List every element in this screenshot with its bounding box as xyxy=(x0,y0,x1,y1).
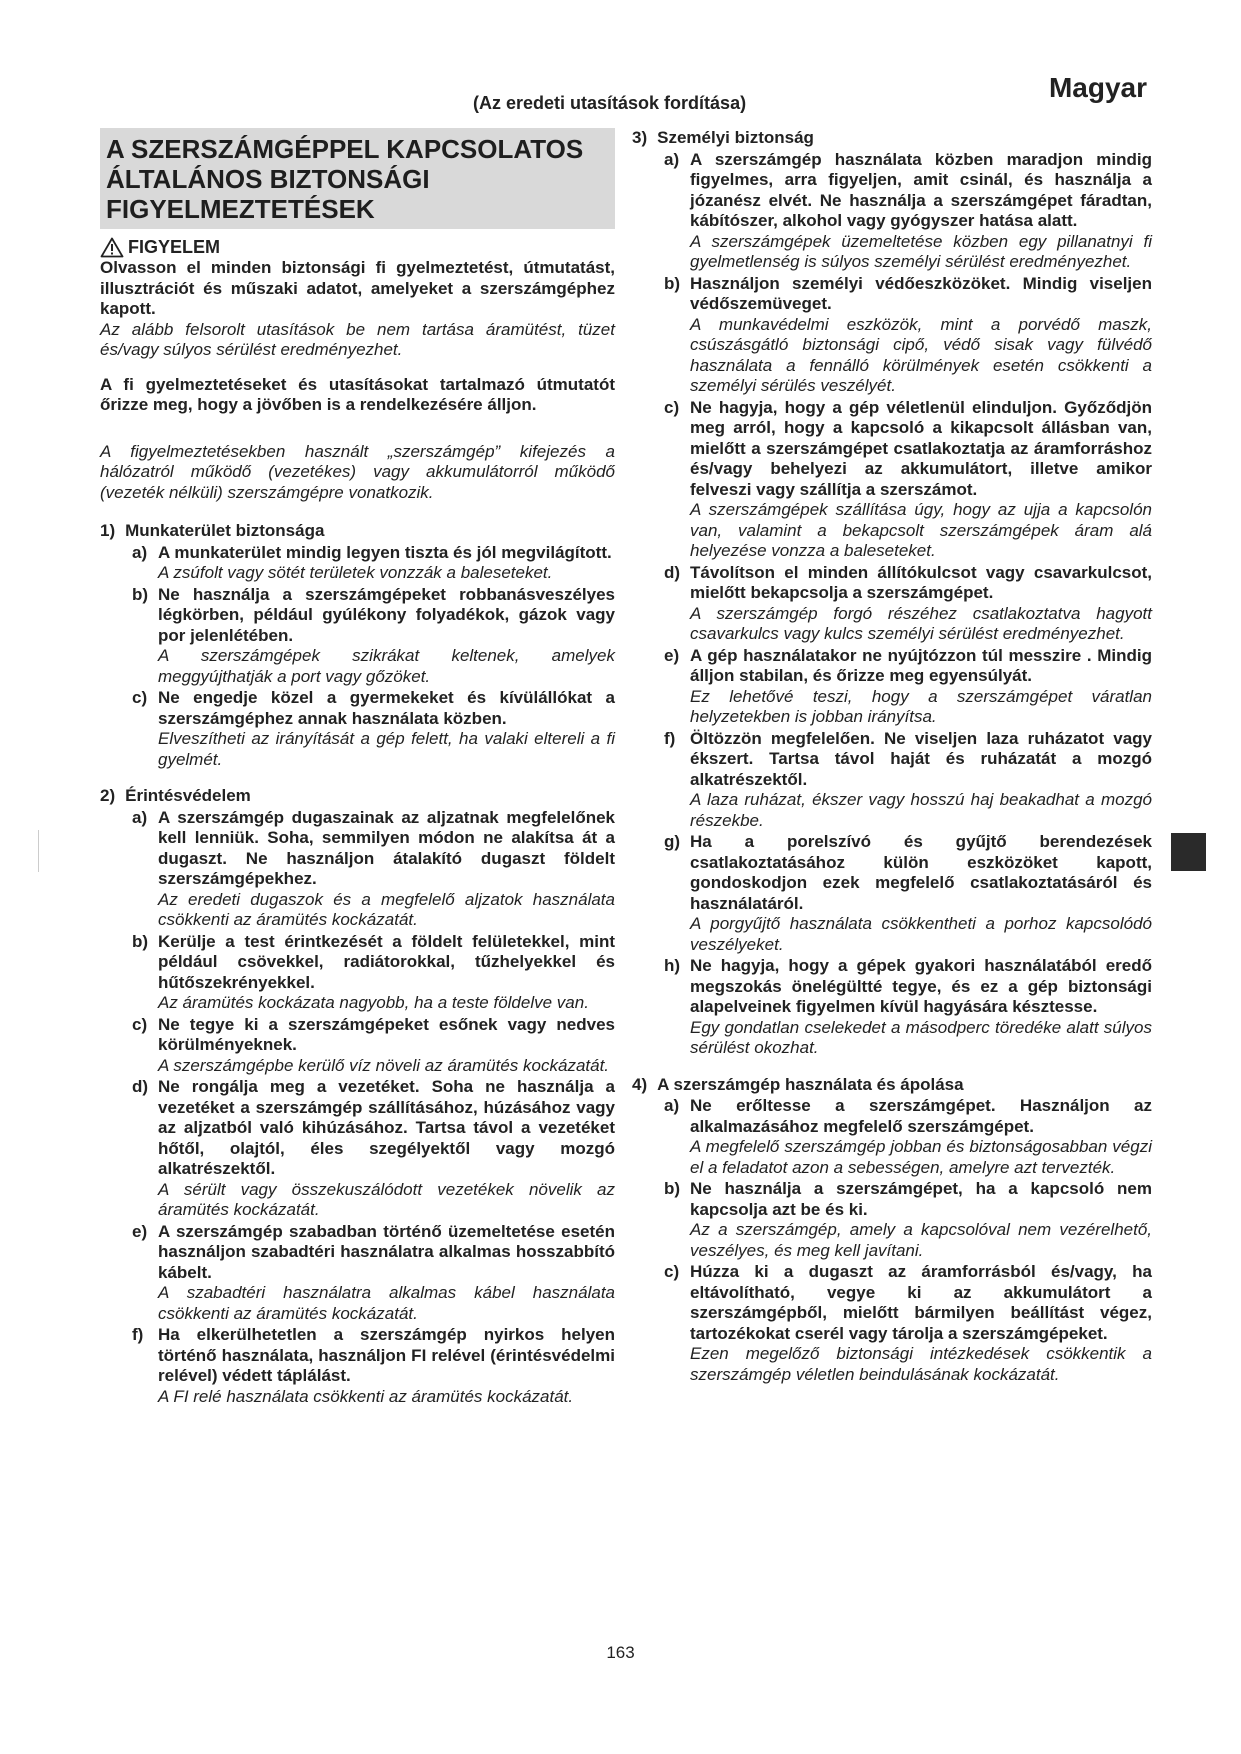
item-label: c) xyxy=(132,688,148,707)
list-item xyxy=(100,808,615,931)
item-instruction: Ha elkerülhetetlen a szerszámgép nyirkos helyen történő használata, használjon FI relével (érintésvédelmi relével) védett táplálást. xyxy=(158,1325,615,1385)
item-label: e) xyxy=(664,645,680,665)
item-label: b) xyxy=(664,1179,681,1198)
list-item xyxy=(100,688,615,770)
section xyxy=(100,786,615,1407)
item-label: b) xyxy=(132,584,149,604)
item-explanation: Ez lehetővé teszi, hogy a szerszámgépet váratlan helyzetekben is jobban irányítsa. xyxy=(690,686,1152,726)
item-explanation: A megfelelő szerszámgép jobban és biztonságosabban végzi el a feladatot azon a sebességen, amelyre azt tervezték. xyxy=(690,1137,1152,1177)
item-instruction: A munkaterület mindig legyen tiszta és jól megvilágított. xyxy=(158,542,612,562)
warning-text: Olvasson el minden biztonsági fi gyelmeztetést, útmutatást, illusztrációt és műszaki adatot, amelyeket a szerszámgéphez kapott. xyxy=(100,258,615,318)
section-number: 1) xyxy=(100,521,116,540)
warning-label: FIGYELEM xyxy=(128,237,221,258)
warning-consequence: Az alább felsorolt utasítások be nem tartása áramütést, tüzet és/vagy súlyos sérülést eredményezhet. xyxy=(100,319,615,359)
item-label: c) xyxy=(132,1014,148,1034)
item-explanation: A munkavédelmi eszközök, mint a porvédő maszk, csúszásgátló biztonsági cipő, védő sisak vagy fülvédő használata a fennálló körülmények esetén csökkenti a személyi sérülés veszélyét. xyxy=(690,314,1152,395)
list-item xyxy=(632,646,1152,728)
section-heading xyxy=(632,128,1152,149)
page-title: A SZERSZÁMGÉPPEL KAPCSOLATOS ÁLTALÁNOS BIZTONSÁGI FIGYELMEZTETÉSEK xyxy=(100,128,615,229)
language-label: Magyar xyxy=(1048,72,1147,103)
item-explanation: Egy gondatlan cselekedet a másodperc töredéke alatt súlyos sérülést okozhat. xyxy=(690,1017,1152,1057)
item-label: b) xyxy=(132,931,149,951)
item-label: e) xyxy=(132,1221,148,1241)
item-label: d) xyxy=(664,562,681,582)
item-explanation: Elveszítheti az irányítását a gép felett, ha valaki eltereli a fi gyelmét. xyxy=(158,729,615,769)
left-column xyxy=(100,128,615,1407)
section-title: Munkaterület biztonsága xyxy=(125,521,325,540)
item-explanation: Az a szerszámgép, amely a kapcsolóval nem vezérelhető, veszélyes, és meg kell javítani. xyxy=(690,1220,1152,1260)
item-label: b) xyxy=(664,273,681,293)
section-heading xyxy=(100,786,615,807)
item-label: a) xyxy=(664,1096,680,1115)
item-label: f) xyxy=(132,1325,144,1344)
item-label: f) xyxy=(664,728,676,748)
item-instruction: Ne engedje közel a gyermekeket és kívülállókat a szerszámgéphez annak használata közben. xyxy=(158,688,615,728)
item-explanation: A szabadtéri használatra alkalmas kábel használata csökkenti az áramütés kockázatát. xyxy=(158,1283,615,1323)
item-instruction: A gép használatakor ne nyújtózzon túl messzire . Mindig álljon stabilan, és őrizze meg egyensúlyát. xyxy=(690,645,1152,685)
item-label: c) xyxy=(664,397,680,417)
page-number: 163 xyxy=(606,1643,635,1662)
item-explanation: A zsúfolt vagy sötét területek vonzzák a baleseteket. xyxy=(158,563,553,582)
item-label: c) xyxy=(664,1262,680,1281)
translation-subtitle: (Az eredeti utasítások fordítása) xyxy=(473,93,747,113)
item-explanation: Az eredeti dugaszok és a megfelelő aljzatok használata csökkenti az áramütés kockázatát. xyxy=(158,889,615,929)
section-number: 4) xyxy=(632,1074,648,1094)
item-label: d) xyxy=(132,1077,149,1096)
item-instruction: Ne hagyja, hogy a gép véletlenül elinduljon. Győződjön meg arról, hogy a kapcsoló a kikapcsolt állásban van, mielőtt a szerszámgépet csatlakoztatja az áramforráshoz és/vagy behelyezi az akkumulátort, illetve amikor felveszi vagy szállítja a szerszámot. xyxy=(690,397,1152,499)
item-instruction: Használjon személyi védőeszközöket. Mindig viseljen védőszemüveget. xyxy=(690,273,1152,313)
item-instruction: Ne tegye ki a szerszámgépeket esőnek vagy nedves körülményeknek. xyxy=(158,1014,615,1054)
item-label: h) xyxy=(664,956,681,975)
list-item xyxy=(100,1015,615,1077)
section-title: A szerszámgép használata és ápolása xyxy=(657,1074,964,1094)
item-instruction: Kerülje a test érintkezését a földelt felületekkel, mint például csövekkel, radiátorokkal, tűzhelyekkel és hűtőszekrényekkel. xyxy=(158,931,615,992)
item-explanation: A FI relé használata csökkenti az áramütés kockázatát. xyxy=(158,1386,574,1406)
list-item xyxy=(632,398,1152,562)
list-item xyxy=(100,1325,615,1407)
item-explanation: A szerszámgépbe kerülő víz növeli az áramütés kockázatát. xyxy=(158,1055,610,1075)
keep-instructions: A fi gyelmeztetéseket és utasításokat tartalmazó útmutatót őrizze meg, hogy a jövőben is a rendelkezésére álljon. xyxy=(100,374,615,414)
item-explanation: A sérült vagy összekuszálódott vezetékek növelik az áramütés kockázatát. xyxy=(158,1179,615,1219)
section-number: 2) xyxy=(100,786,116,805)
list-item xyxy=(632,832,1152,955)
list-item xyxy=(632,150,1152,273)
section xyxy=(100,521,615,770)
list-item xyxy=(100,543,615,584)
item-instruction: Ne használja a szerszámgépet, ha a kapcsoló nem kapcsolja azt be és ki. xyxy=(690,1179,1152,1219)
section-title: Személyi biztonság xyxy=(657,128,814,147)
list-item xyxy=(632,1096,1152,1178)
item-explanation: Az áramütés kockázata nagyobb, ha a teste földelve van. xyxy=(158,993,589,1012)
list-item xyxy=(100,585,615,688)
margin-line xyxy=(38,830,39,872)
list-item xyxy=(632,729,1152,832)
section-number: 3) xyxy=(632,128,648,147)
list-item xyxy=(632,1179,1152,1261)
list-item xyxy=(632,274,1152,397)
item-instruction: Távolítson el minden állítókulcsot vagy csavarkulcsot, mielőtt bekapcsolja a szerszámgépet. xyxy=(690,562,1152,602)
item-instruction: A szerszámgép szabadban történő üzemeltetése esetén használjon szabadtéri használatra alkalmas hosszabbító kábelt. xyxy=(158,1221,615,1282)
item-label: a) xyxy=(132,807,148,827)
item-explanation: A szerszámgépek szikrákat keltenek, amelyek meggyújthatják a port vagy gőzöket. xyxy=(158,646,615,686)
item-instruction: Öltözzön megfelelően. Ne viseljen laza ruházatot vagy ékszert. Tartsa távol haját és ruházatát a mozgó alkatrészektől. xyxy=(690,728,1152,789)
item-instruction: A szerszámgép dugaszainak az aljzatnak megfelelőnek kell lenniük. Soha, semmilyen módon ne alakítsa át a dugaszt. Ne használjon átalakító dugaszt földelt szerszámgépekhez. xyxy=(158,807,615,888)
item-explanation: A szerszámgép forgó részéhez csatlakoztatva hagyott csavarkulcs vagy kulcs személyi sérülést eredményezhet. xyxy=(690,603,1152,643)
item-instruction: Húzza ki a dugaszt az áramforrásból és/vagy, ha eltávolítható, vegye ki az akkumulátort a szerszámgépből, mielőtt bármilyen beállítást végez, tartozékokat cserél vagy tárolja a szerszámgépeket. xyxy=(690,1262,1152,1343)
item-explanation: A porgyűjtő használata csökkentheti a porhoz kapcsolódó veszélyeket. xyxy=(690,914,1152,954)
section-title: Érintésvédelem xyxy=(125,786,251,805)
list-item xyxy=(632,1262,1152,1385)
list-item xyxy=(632,956,1152,1059)
item-instruction: Ne erőltesse a szerszámgépet. Használjon az alkalmazásához megfelelő szerszámgépet. xyxy=(690,1096,1152,1136)
section-heading xyxy=(632,1075,1152,1096)
item-instruction: Ne rongálja meg a vezetéket. Soha ne használja a vezetéket a szerszámgép szállításához, húzásához vagy az aljzatból való kihúzásához. Tartsa távol a vezetéket hőtől, olajtól, éles szegélyektől vagy mozgó alkatrészektől. xyxy=(158,1077,615,1178)
list-item xyxy=(100,1222,615,1325)
item-explanation: A laza ruházat, ékszer vagy hosszú haj beakadhat a mozgó részekbe. xyxy=(690,790,1152,830)
warning-heading xyxy=(100,237,615,258)
item-explanation: A szerszámgépek üzemeltetése közben egy pillanatnyi fi gyelmetlenség is súlyos személyi sérülést eredményezhet. xyxy=(690,231,1152,271)
item-explanation: Ezen megelőző biztonsági intézkedések csökkentik a szerszámgép véletlen beindulásának kockázatát. xyxy=(690,1344,1152,1384)
section xyxy=(632,128,1152,1059)
item-instruction: Ne használja a szerszámgépeket robbanásveszélyes légkörben, például gyúlékony folyadékok, gázok vagy por jelenlétében. xyxy=(158,584,615,645)
item-label: g) xyxy=(664,832,681,851)
item-instruction: Ne hagyja, hogy a gépek gyakori használatából eredő megszokás önelégültté tegye, és ez a gép biztonsági alapelveinek figyelmen kívül hagyására késztesse. xyxy=(690,956,1152,1016)
section-heading xyxy=(100,521,615,542)
item-label: a) xyxy=(132,542,148,562)
list-item xyxy=(100,1077,615,1221)
item-instruction: A szerszámgép használata közben maradjon mindig figyelmes, arra figyeljen, amit csinál, és használja a józanész elvét. Ne használja a szerszámgépet fáradtan, kábítószer, alkohol vagy gyógyszer hatása alatt. xyxy=(690,149,1152,230)
list-item xyxy=(632,563,1152,645)
definition-text: A figyelmeztetésekben használt „szerszámgép” kifejezés a hálózatról működő (vezetékes) vagy akkumulátorról működő (vezeték nélküli) szerszámgépre vonatkozik. xyxy=(100,441,615,502)
list-item xyxy=(100,932,615,1014)
item-label: a) xyxy=(664,149,680,169)
right-column xyxy=(632,128,1152,1385)
section-edge-tab xyxy=(1171,833,1206,871)
warning-triangle-icon xyxy=(100,237,124,258)
item-explanation: A szerszámgépek szállítása úgy, hogy az ujja a kapcsolón van, valamint a bekapcsolt szerszámgépek áram alá helyezése vonzza a baleseteket. xyxy=(690,500,1152,560)
section xyxy=(632,1075,1152,1386)
item-instruction: Ha a porelszívó és gyűjtő berendezések csatlakoztatásához külön eszközöket kapott, gondoskodjon ezek megfelelő csatlakoztatásáról és használatáról. xyxy=(690,832,1152,913)
